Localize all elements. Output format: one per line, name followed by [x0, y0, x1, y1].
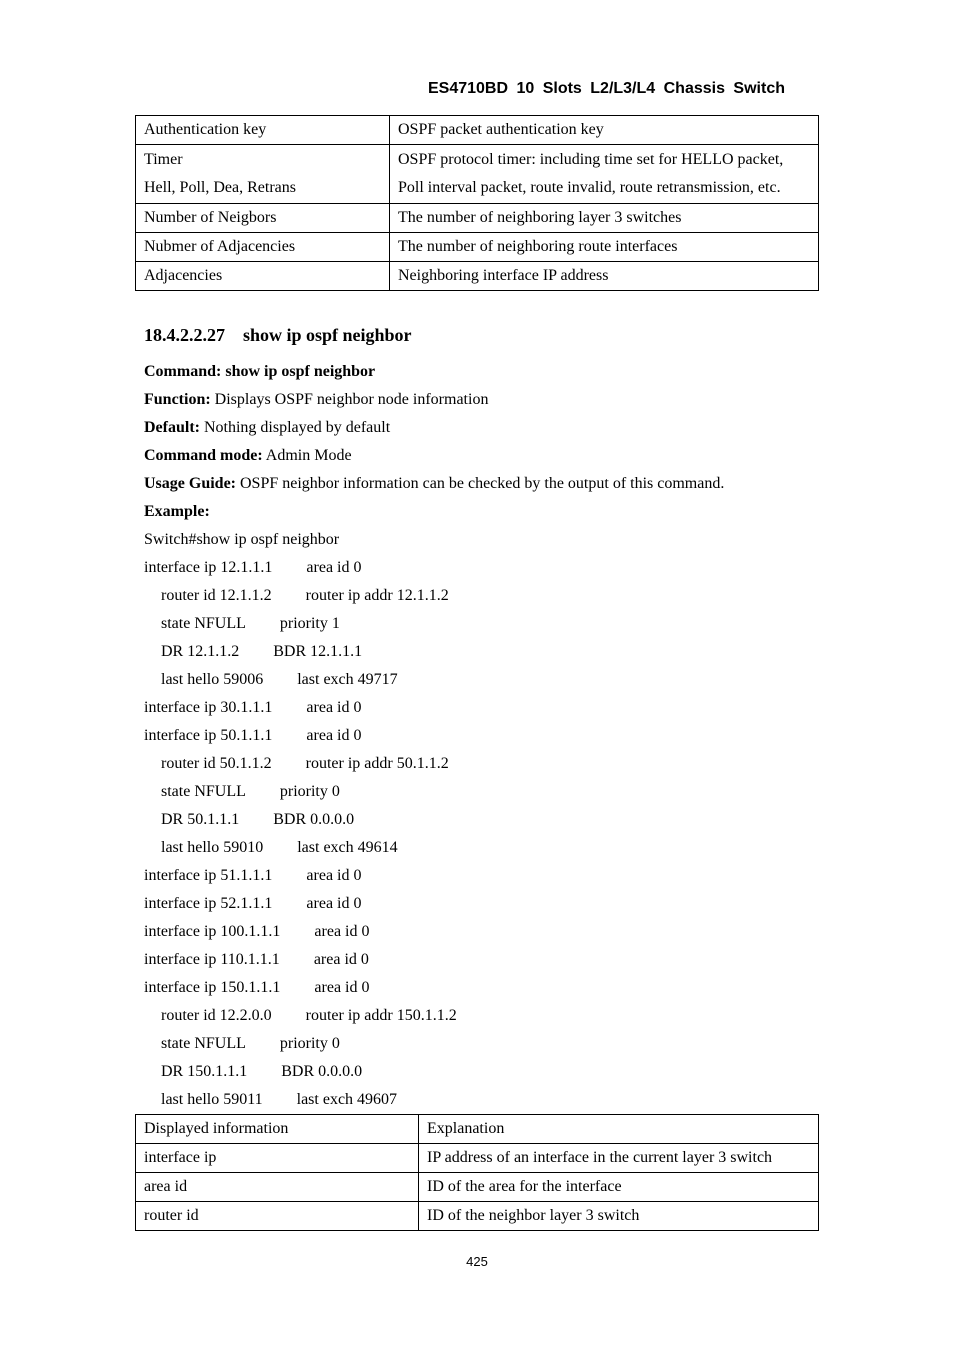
cell-line: Timer — [144, 151, 183, 168]
example-text: area id 0 — [306, 559, 362, 576]
example-label: Example: — [144, 503, 210, 520]
example-text: last hello 59011 — [161, 1091, 263, 1108]
section-number: 18.4.2.2.27 — [144, 325, 225, 345]
table-cell: ID of the neighbor layer 3 switch — [419, 1202, 819, 1231]
table-cell: Authentication key — [136, 116, 390, 145]
table-cell: IP address of an interface in the current layer 3 switch — [419, 1144, 819, 1173]
usage-text: OSPF neighbor information can be checked by the output of this command. — [236, 475, 725, 492]
table-row — [136, 1144, 819, 1173]
example-text: interface ip 50.1.1.1 — [144, 727, 273, 744]
table-cell: Explanation — [419, 1115, 819, 1144]
example-text: area id 0 — [314, 979, 370, 996]
example-text: interface ip 110.1.1.1 — [144, 951, 280, 968]
example-text: BDR 0.0.0.0 — [281, 1063, 363, 1080]
table-cell: area id — [136, 1173, 419, 1202]
example-text: router id 50.1.1.2 — [161, 755, 272, 772]
cell-line: OSPF protocol timer: including time set for HELLO packet, — [398, 151, 784, 168]
table-cell: interface ip — [136, 1144, 419, 1173]
example-text: interface ip 52.1.1.1 — [144, 895, 273, 912]
page-header: ES4710BD 10 Slots L2/L3/L4 Chassis Switch — [427, 80, 785, 97]
example-text: area id 0 — [306, 699, 362, 716]
example-line — [144, 498, 724, 526]
example-text: DR 50.1.1.1 — [161, 811, 240, 828]
example-line — [144, 834, 724, 862]
example-text: router id 12.2.0.0 — [161, 1007, 272, 1024]
mode-line — [144, 442, 724, 470]
function-line — [144, 386, 724, 414]
example-text: area id 0 — [306, 895, 362, 912]
example-line — [144, 722, 724, 750]
table-row — [136, 1173, 819, 1202]
table-cell: Neighboring interface IP address — [390, 262, 819, 291]
table-row — [136, 204, 819, 233]
example-text: BDR 0.0.0.0 — [273, 811, 355, 828]
example-line — [144, 778, 724, 806]
table-cell: OSPF packet authentication key — [390, 116, 819, 145]
example-text: interface ip 30.1.1.1 — [144, 699, 273, 716]
example-text: Switch#show ip ospf neighbor — [144, 531, 340, 548]
example-text: area id 0 — [314, 923, 370, 940]
example-line — [144, 526, 724, 554]
mode-text: Admin Mode — [262, 447, 352, 464]
example-line — [144, 1030, 724, 1058]
cell-line: Poll interval packet, route invalid, route retransmission, etc. — [398, 179, 781, 196]
example-line — [144, 918, 724, 946]
example-line — [144, 1058, 724, 1086]
example-text: area id 0 — [306, 727, 362, 744]
example-line — [144, 1002, 724, 1030]
usage-line — [144, 470, 724, 498]
example-text: last exch 49614 — [297, 839, 398, 856]
table-cell: Number of Neigbors — [136, 204, 390, 233]
example-text: router ip addr 50.1.1.2 — [305, 755, 449, 772]
example-text: router id 12.1.1.2 — [161, 587, 272, 604]
example-text: priority 1 — [279, 615, 340, 632]
example-text: state NFULL — [161, 1035, 246, 1052]
table-row — [136, 1202, 819, 1231]
table-cell — [390, 145, 819, 204]
table-row — [136, 233, 819, 262]
table-cell: ID of the area for the interface — [419, 1173, 819, 1202]
example-text: DR 12.1.1.2 — [161, 643, 240, 660]
example-line — [144, 974, 724, 1002]
example-output — [144, 526, 724, 1114]
example-text: router ip addr 150.1.1.2 — [305, 1007, 457, 1024]
table-cell: Adjacencies — [136, 262, 390, 291]
ospf-info-table — [135, 115, 819, 291]
example-text: router ip addr 12.1.1.2 — [305, 587, 449, 604]
table-cell: router id — [136, 1202, 419, 1231]
example-line — [144, 666, 724, 694]
table-row — [136, 116, 819, 145]
example-text: last exch 49607 — [296, 1091, 398, 1108]
cell-line: Hell, Poll, Dea, Retrans — [144, 179, 296, 196]
example-text: BDR 12.1.1.1 — [273, 643, 363, 660]
example-text: last hello 59006 — [161, 671, 264, 688]
table-row — [136, 262, 819, 291]
table-cell — [136, 145, 390, 204]
example-line — [144, 1086, 724, 1114]
display-info-table — [135, 1114, 819, 1231]
example-text: state NFULL — [161, 615, 246, 632]
example-text: state NFULL — [161, 783, 246, 800]
function-text: Displays OSPF neighbor node information — [210, 391, 489, 408]
default-line — [144, 414, 724, 442]
example-line — [144, 750, 724, 778]
example-line — [144, 610, 724, 638]
table-row — [136, 145, 819, 204]
default-label: Default: — [144, 419, 200, 436]
example-line — [144, 862, 724, 890]
example-text: interface ip 12.1.1.1 — [144, 559, 273, 576]
table-cell: Nubmer of Adjacencies — [136, 233, 390, 262]
example-text: priority 0 — [279, 783, 340, 800]
example-text: last exch 49717 — [297, 671, 398, 688]
example-line — [144, 582, 724, 610]
example-line — [144, 694, 724, 722]
mode-label: Command mode: — [144, 447, 263, 464]
example-line — [144, 806, 724, 834]
example-text: DR 150.1.1.1 — [161, 1063, 248, 1080]
example-text: area id 0 — [313, 951, 369, 968]
example-line — [144, 638, 724, 666]
example-text: interface ip 150.1.1.1 — [144, 979, 281, 996]
table-cell: The number of neighboring route interfaces — [390, 233, 819, 262]
usage-label: Usage Guide: — [144, 475, 236, 492]
section-body — [144, 358, 724, 1114]
table-row — [136, 1115, 819, 1144]
command-line — [144, 358, 724, 386]
section-heading — [144, 325, 412, 346]
command-label: Command: show ip ospf neighbor — [144, 363, 376, 380]
example-line — [144, 890, 724, 918]
example-line — [144, 554, 724, 582]
section-title: show ip ospf neighbor — [243, 325, 412, 345]
function-label: Function: — [144, 391, 211, 408]
example-text: priority 0 — [279, 1035, 340, 1052]
example-line — [144, 946, 724, 974]
table-cell: The number of neighboring layer 3 switches — [390, 204, 819, 233]
example-text: interface ip 100.1.1.1 — [144, 923, 281, 940]
page-number: 425 — [466, 1254, 488, 1269]
example-text: last hello 59010 — [161, 839, 264, 856]
example-text: interface ip 51.1.1.1 — [144, 867, 273, 884]
example-text: area id 0 — [306, 867, 362, 884]
default-text: Nothing displayed by default — [199, 419, 391, 436]
table-cell: Displayed information — [136, 1115, 419, 1144]
